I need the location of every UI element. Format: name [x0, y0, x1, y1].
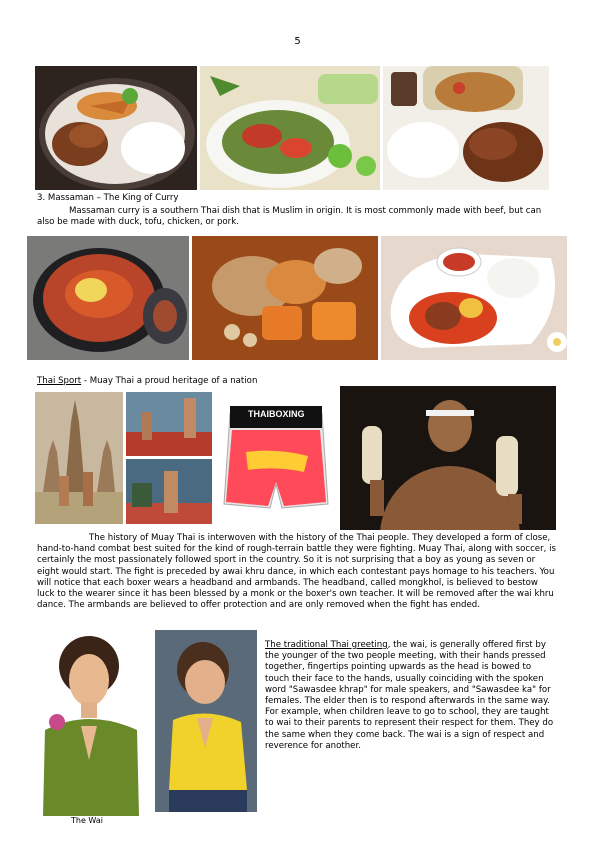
wai-child-photo: [155, 630, 257, 812]
muay-thai-paragraph: The history of Muay Thai is interwoven with the history of the Thai people. They developed a form of close, hand-to-hand combat best suited for the kind of rough-terrain battle they were fighting. Muay Thai, along with soccer, is certainly the most passionately followed sport in the country. So it is not surprising that a boy as young as seven or eight would start. The fight is preceded by awai khru dance, in which each contestant pays homage to his teachers. You will notice that each boxer wears a headband and armbands. The headband, called mongkhol, is believed to bestow luck to the wearer since it has been blessed by a monk or the boxer's own teacher. It will be removed after the wai khru dance. The armbands are believed to offer protection and are only removed when the fight has ended.: [37, 533, 556, 611]
papaya-salad-photo: [200, 66, 380, 190]
sport-heading: [37, 376, 257, 387]
shorts-waistband-label: THAIBOXING: [248, 409, 305, 419]
thai-sport-link[interactable]: Thai Sport: [37, 376, 82, 386]
page-number: 5: [294, 36, 301, 47]
greeting-paragraph: [265, 640, 557, 752]
the-wai-caption: The Wai: [71, 816, 103, 825]
massaman-chicken-photo: [192, 236, 378, 360]
chicken-rice-photo: [383, 66, 549, 190]
boxer-photo: [340, 386, 556, 530]
massaman-plate-photo: [381, 236, 567, 360]
som-tam-chicken-photo: [35, 66, 197, 190]
training-top-photo: [126, 392, 212, 456]
training-bottom-photo: [126, 459, 212, 524]
massaman-heading: 3. Massaman – The King of Curry: [37, 193, 179, 203]
sport-heading-rest: - Muay Thai a proud heritage of a nation: [81, 376, 258, 386]
boxing-shorts-photo: [216, 392, 336, 524]
greeting-body: , the wai, is generally offered first by the younger of the two people meeting, with their hands pressed together, fingertips pointing upwards as the head is bowed to touch their face to the hands, usually coinciding with the spoken word "Sawasdee khrap" for male speakers, and "Sawasdee ka" for females. The elder then is to respond afterwards in the same way. For example, when children leave to go to school, they are taught to wai to their parents to represent their respect for them. They do the same when they come back. The wai is a sign of respect and reverence for another.: [265, 640, 554, 751]
massaman-paragraph: Massaman curry is a southern Thai dish that is Muslim in origin. It is most commonly made with beef, but can also be made with duck, tofu, chicken, or pork.: [37, 206, 542, 228]
wai-woman-photo: [35, 630, 147, 830]
massaman-bowl-photo: [27, 236, 189, 360]
temple-boxers-photo: [35, 392, 123, 524]
traditional-greeting-link[interactable]: The traditional Thai greeting: [265, 640, 388, 650]
